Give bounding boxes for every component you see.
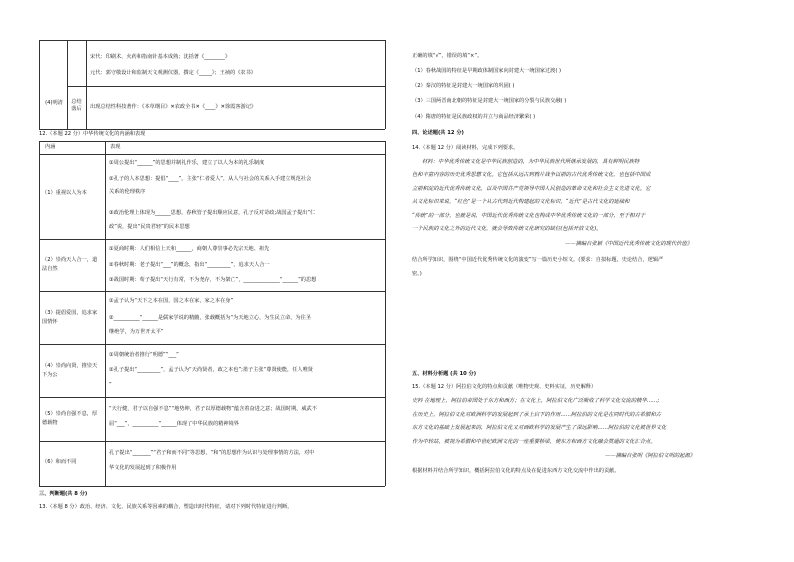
q14-heading: 14.（本题 12 分）阅读材料，完成下列要求。 — [412, 145, 519, 151]
material-source: ——摘编自张颖《中国近代优秀传统文化的现代价值》 — [565, 241, 693, 247]
section-4-heading: 四、论述题(共 12 分) — [412, 130, 464, 136]
col-header-content: 内涵 — [45, 144, 56, 150]
yuan-dynasty-text: 元代：郭守敬设计和监制天文观测仪器，撰定《_____》；王祯的《农书》 — [90, 70, 256, 76]
material-line: 东方文化的基础上发展起来的，阿拉伯文化又对西欧科学的发展产生了深远影响……阿拉伯的文化被世界文化 — [412, 425, 667, 431]
row-line: ③政治伦理上体现为______思想，春秋管子提出顺应民意，孔子反对苛政;战国孟子提出“仁 — [109, 210, 316, 216]
row-line: ②孔子的人本思想：提倡“____”。主张“仁者爱人”，从人与社会的关系入手建立规范社会 — [109, 176, 312, 182]
judgment-item: （1）春秋战国的特征是早期政体制国家向封建大一统国家过渡( ) — [412, 68, 562, 74]
section-5-heading: 五、材料分析题 (共 10 分) — [412, 371, 477, 377]
judgment-item: （2）秦汉的特征是封建大一统国家的巩固( ) — [412, 83, 515, 89]
q12-heading: 12.（本题 22 分）中华传统文化的内涵和表现 — [39, 131, 146, 137]
material-line: 一个民族的文化之外的近代文化，就会导致传统文化研究的缺位(包括开放文化)。 — [412, 226, 602, 232]
material-line: 作为中转站，被视为希腊和中世纪欧洲文化的一座重要桥梁，使东方和西方文化融会贯通的文化汇合点。 — [412, 439, 656, 445]
row-line: ①孟子认为“天下之本在国，国之本在家，家之本在身” — [109, 298, 234, 304]
q14-task-continued: 密。) — [412, 271, 422, 277]
material-line: 史料 在地理上，阿拉伯帝国处于东方和西方；在文化上，阿拉伯文化广泛吸收了科学文化交流的精华……; — [412, 398, 660, 404]
row-label: （1）重视以人为本 — [42, 190, 87, 196]
material-line: 在历史上，阿拉伯文化对欧洲科学的发展起到了承上启下的作用……阿拉伯的文化是在同时代的古希腊和古 — [412, 412, 661, 418]
row-line: 继绝学，为万世开太平” — [109, 329, 164, 335]
row-label: （3）提倡爱国，追求家国情怀 — [42, 310, 98, 325]
ming-qing-label: (4)明清 — [45, 100, 63, 106]
row-label: （6）和而不同 — [42, 459, 77, 465]
row-line: ③战国时期：荀子提出“天行有常，不为尧存，不为桀亡”，______________“______”的思想 — [109, 277, 317, 283]
row-line: ②__________“______是儒家学说的精髓，张载概括为“为天地立心，为生民立命，为往圣 — [109, 315, 311, 321]
ming-qing-text: 出现总结性科技著作：《本草纲目》✕农政全书✕《____》✕徐霞客游记》 — [90, 104, 257, 110]
judgment-instruction: 正确的填“√”，错误的填“×”。 — [412, 53, 483, 59]
row-line: “天行健，君子以自强不息”“地势坤，君子以厚德载物”蕴含着奋进之意；战国时期，威武不 — [109, 406, 317, 412]
row-line: 华文化的发展起到了积极作用 — [109, 465, 177, 471]
song-dynasty-text: 宋代：印刷术、火药和指南针基本成熟；沈括著《________》 — [90, 54, 231, 60]
row-label: （2）崇尚天人合一，道法自然 — [42, 257, 98, 272]
row-line: 屈“___”，__________“______体现了中华民族的精神境界 — [109, 421, 239, 427]
row-line: ①夏商时期：人们相信上天和______，商朝人尊崇事必先宗天地、祖先 — [109, 246, 270, 252]
material-line: 材料：中华优秀传统文化是中华民族创造的，为中华民族世代所继承发展的，具有鲜明民族特 — [422, 159, 640, 165]
q15-task: 根据材料并结合所学知识，概括阿拉伯文化的特点及在促进东西方文化交流中作出的贡献。 — [412, 468, 620, 474]
row-line: ” — [109, 382, 112, 388]
row-line: ②孔子提出“_________”，孟子认为“天尚贤者，政之本也”;墨子主张“尊贤使能，任人唯贤 — [109, 367, 313, 373]
summary-label: 总结落后 — [71, 99, 82, 112]
material-line: 从文化标识来说，“红色”是一个从古代到近代构建起的文化标识，“近代”是古代文化的延续和 — [412, 199, 630, 205]
col-header-performance: 表现 — [110, 144, 121, 150]
q13-text: 13.（本题 8 分）政治、经济、文化、民族关系等因素的耦合，塑造出时代特征，请对下列时代特征进行判断， — [39, 504, 293, 510]
row-line: 关系的伦理秩序 — [109, 189, 146, 195]
row-line: ①周公提出“______”的思想并制礼作乐，建立了以人为本的礼乐制度 — [109, 160, 265, 166]
row-line: 孔子提出“_______”“君子和而不同”等思想，“和”的思想作为认识与处理事情的方法，对中 — [109, 450, 315, 456]
material-line: “传统”的一部分，也就是说，中国近代优秀传统文化也构成中华优秀传统文化的一部分，至于相对于 — [412, 213, 646, 219]
judgment-item: （3）三国两晋南北朝的特征是封建大一统国家的分裂与民族交融( ) — [412, 98, 567, 104]
section-3-heading: 三、判断题(共 8 分) — [39, 491, 88, 497]
material-source: ——摘编自张明《阿拉伯文明的起源》 — [605, 453, 696, 459]
row-label: （5）崇尚自强不息，厚德载物 — [42, 411, 98, 426]
row-label: （4）崇尚向贤，推崇天下为公 — [42, 363, 98, 378]
q14-task: 结合所学知识，围绕“中国近代优秀传统文化的演变”写一篇历史小短文。(要求：自拟标题，史论结合，逻辑严 — [412, 257, 664, 263]
judgment-item: （4）隋唐的特征是民族政权的并立与商品经济繁荣( ) — [412, 114, 536, 120]
material-line: 色和丰富内容的历史优秀思想文化。它包括从远古到鸦片战争以前的古代优秀传统文化，也包括中国成 — [412, 172, 651, 178]
row-line: ②春秋时期：老子提出“___”的概念，指出“_________”，追求天人合一 — [109, 262, 270, 268]
material-line: 立前积淀的近代优秀传统文化，以及中国共产党领导中国人民创造的革命文化和社会主义先进文化。它 — [412, 186, 651, 192]
row-line: 政”说，提出“民贵君轻”的民本思想 — [109, 224, 190, 230]
q15-heading: 15.（本题 12 分）阿拉伯文化的特点和贡献（唯物史观、史料实证，历史解释） — [412, 384, 597, 390]
row-line: ①周朝统治者推行“明德”“___” — [109, 352, 179, 358]
